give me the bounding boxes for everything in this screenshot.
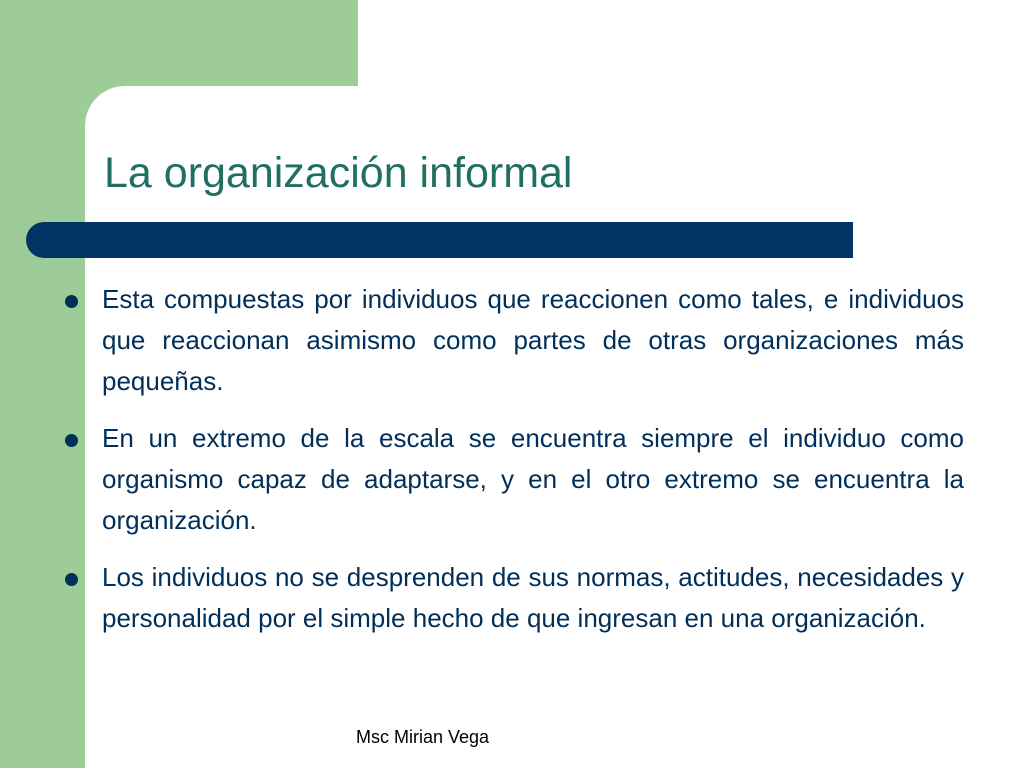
bullet-dot-icon bbox=[65, 295, 78, 308]
bullet-text: Los individuos no se desprenden de sus normas, actitudes, necesidades y personalidad por el simple hecho de que ingresan en una organización. bbox=[102, 562, 964, 633]
slide-title: La organización informal bbox=[104, 149, 573, 197]
bullet-text: Esta compuestas por individuos que reaccionen como tales, e individuos que reaccionan asimismo como partes de otras organizaciones más pequeñas. bbox=[102, 284, 964, 396]
bullet-item bbox=[60, 418, 964, 541]
bullet-item bbox=[60, 279, 964, 402]
bullet-item bbox=[60, 557, 964, 639]
title-underline-bar bbox=[26, 222, 853, 258]
bullet-dot-icon bbox=[65, 434, 78, 447]
bullet-text: En un extremo de la escala se encuentra siempre el individuo como organismo capaz de adaptarse, y en el otro extremo se encuentra la organización. bbox=[102, 423, 964, 535]
bullet-list bbox=[60, 279, 964, 655]
bullet-dot-icon bbox=[65, 573, 78, 586]
footer-author: Msc Mirian Vega bbox=[356, 727, 490, 747]
